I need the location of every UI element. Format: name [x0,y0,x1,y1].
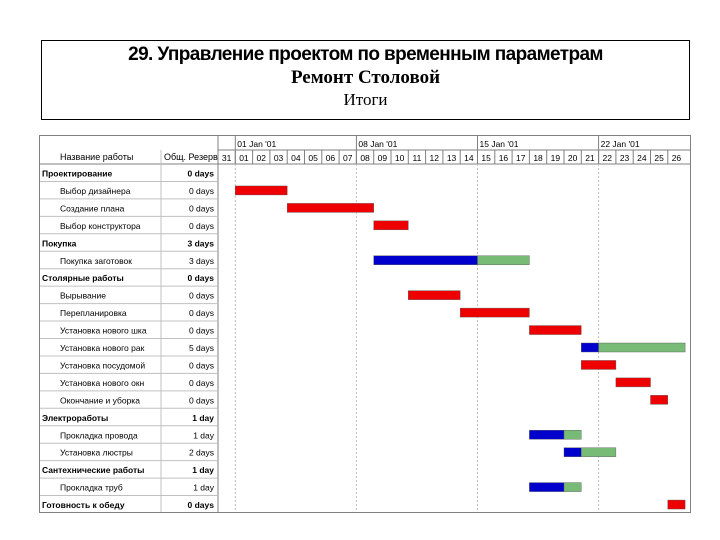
task-name: Установка нового рак [60,343,145,353]
slide-title: 29. Управление проектом по временным параметрам [128,44,603,65]
task-slack: 0 days [188,377,214,388]
task-bar-critical [668,500,685,509]
task-bar-remaining [581,448,616,457]
task-name: Вырывание [60,290,106,301]
week-label: 01 Jan '01 [237,139,277,149]
task-slack: 2 days [188,447,214,458]
task-name: Создание плана [60,203,125,214]
task-bar-remaining [564,430,581,439]
project-name: Ремонт Столовой [290,67,441,88]
day-label: 06 [325,153,336,163]
day-label: 02 [256,153,266,163]
day-label: 26 [671,153,682,163]
task-name: Выбор дизайнера [60,185,131,196]
gantt-canvas [40,136,690,512]
day-label: 01 [239,153,249,163]
task-slack: 0 days [188,308,214,319]
task-bar-critical [235,186,287,195]
day-label: 07 [343,153,353,163]
task-slack: 0 days [188,395,214,406]
task-bar-remaining [478,256,530,265]
task-slack: 1 day [192,412,214,423]
day-label: 23 [619,153,630,163]
task-slack: 0 days [188,220,214,231]
task-name: Окончание и уборка [60,395,140,406]
day-label: 05 [308,153,318,163]
task-bar-critical [460,308,529,317]
day-label: 14 [464,153,474,163]
task-slack: 5 days [188,343,214,353]
day-label: 03 [273,153,284,163]
task-name: Столярные работы [42,273,124,284]
task-bar-progress [581,343,598,352]
task-name: Выбор конструктора [60,220,141,231]
task-name: Прокладка провода [60,430,138,441]
day-label: 24 [637,153,647,163]
header-task-name: Название работы [60,152,134,162]
day-label: 09 [377,153,388,163]
day-label: 04 [291,153,301,163]
task-name: Сантехнические работы [42,465,145,476]
task-bar-remaining [564,483,581,492]
task-name: Готовность к обеду [42,500,125,511]
day-label: 15 [481,153,491,163]
task-slack: 0 days [188,203,214,214]
task-name: Электроработы [42,412,109,423]
task-bar-critical [529,326,581,335]
day-label: 25 [654,153,664,163]
task-bar-progress [529,483,564,492]
task-bar-critical [581,360,616,369]
week-label: 22 Jan '01 [600,139,640,149]
day-label: 19 [550,153,561,163]
task-slack: 0 days [187,273,214,284]
slide-title-box [41,40,690,120]
task-bar-critical [374,221,409,230]
task-slack: 1 day [192,465,214,476]
day-label: 16 [498,153,509,163]
task-bar-critical [616,378,651,387]
task-bar-remaining [599,343,686,352]
task-bar-progress [564,448,581,457]
gantt-chart [39,135,691,513]
day-label: 12 [429,153,439,163]
task-slack: 1 day [193,482,214,493]
task-name: Установка посудомой [60,360,146,371]
week-label: 15 Jan '01 [479,139,519,149]
day-label: 17 [516,153,526,163]
day-label: 21 [585,153,595,163]
task-slack: 0 days [188,325,214,336]
day-label: 18 [533,153,543,163]
task-name: Установка люстры [60,447,133,458]
slide-caption: Итоги [343,90,388,109]
task-name: Установка нового шка [60,325,147,336]
task-bar-critical [408,291,460,300]
task-slack: 3 days [187,238,214,249]
task-name: Покупка заготовок [60,255,132,266]
task-bar-critical [651,395,668,404]
task-bar-progress [529,430,564,439]
task-name: Проектирование [42,168,113,179]
task-name: Перепланировка [60,308,127,319]
task-slack: 0 days [187,168,214,179]
task-slack: 3 days [188,255,214,266]
task-bar-progress [374,256,478,265]
task-slack: 0 days [188,290,214,301]
day-label: 31 [221,153,232,163]
task-name: Установка нового окн [60,377,145,388]
task-slack: 1 day [193,430,214,441]
task-slack: 0 days [187,500,214,511]
task-name: Покупка [42,238,77,249]
day-label: 11 [412,153,422,163]
day-label: 13 [446,153,457,163]
task-slack: 0 days [188,360,214,371]
header-slack: Общ. Резерв [164,152,218,162]
week-label: 08 Jan '01 [358,139,398,149]
day-label: 22 [602,153,612,163]
task-slack: 0 days [188,185,214,196]
day-label: 20 [567,153,578,163]
day-label: 08 [360,153,370,163]
day-label: 10 [394,153,405,163]
task-name: Прокладка труб [60,482,123,493]
task-bar-critical [287,203,374,212]
